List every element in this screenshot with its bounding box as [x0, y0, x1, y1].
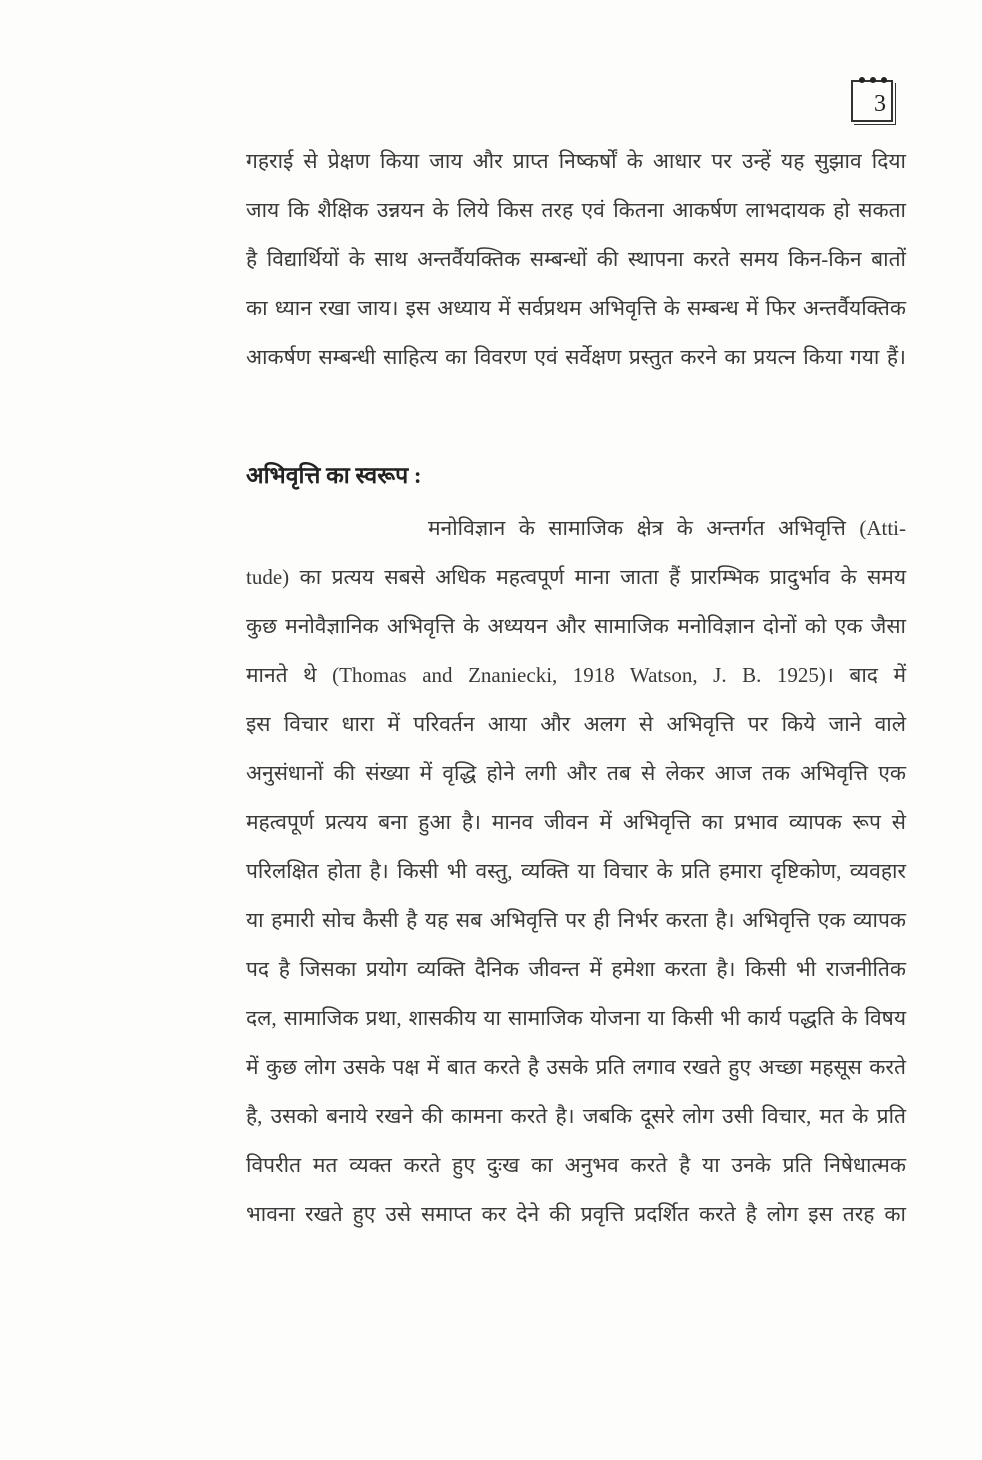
text-line: आकर्षण सम्बन्धी साहित्य का विवरण एवं सर्वेक्षण प्रस्तुत करने का प्रयत्न किया गया हैं।: [246, 345, 906, 369]
text-line: है विद्यार्थियों के साथ अन्तर्वैयक्तिक सम्बन्धों की स्थापना करते समय किन-किन बातों: [246, 247, 906, 271]
text-line: इस विचार धारा में परिवर्तन आया और अलग से अभिवृत्ति पर किये जाने वाले: [246, 712, 906, 736]
text-line: मानते थे (Thomas and Znaniecki, 1918 Watson, J. B. 1925)। बाद में: [246, 663, 906, 687]
text-line: tude) का प्रत्यय सबसे अधिक महत्वपूर्ण माना जाता हैं प्रारम्भिक प्रादुर्भाव के समय: [246, 565, 906, 589]
text-line: विपरीत मत व्यक्त करते हुए दुःख का अनुभव करते है या उनके प्रति निषेधात्मक: [246, 1153, 906, 1177]
text-line: भावना रखते हुए उसे समाप्त कर देने की प्रवृत्ति प्रदर्शित करते है लोग इस तरह का: [246, 1202, 906, 1226]
text-line: दल, सामाजिक प्रथा, शासकीय या सामाजिक योजना या किसी भी कार्य पद्धति के विषय: [246, 1006, 906, 1030]
text-line: महत्वपूर्ण प्रत्यय बना हुआ है। मानव जीवन में अभिवृत्ति का प्रभाव व्यापक रूप से: [246, 810, 906, 834]
notepad-rings-icon: [859, 77, 887, 83]
text-line: जाय कि शैक्षिक उन्नयन के लिये किस तरह एवं कितना आकर्षण लाभदायक हो सकता: [246, 198, 906, 222]
text-line: या हमारी सोच कैसी है यह सब अभिवृत्ति पर ही निर्भर करता है। अभिवृत्ति एक व्यापक: [246, 908, 906, 932]
text-line: में कुछ लोग उसके पक्ष में बात करते है उसके प्रति लगाव रखते हुए अच्छा महसूस करते: [246, 1055, 906, 1079]
text-line: अनुसंधानों की संख्या में वृद्धि होने लगी और तब से लेकर आज तक अभिवृत्ति एक: [246, 761, 906, 785]
text-line: गहराई से प्रेक्षण किया जाय और प्राप्त निष्कर्षों के आधार पर उन्हें यह सुझाव दिया: [246, 149, 906, 173]
text-line: कुछ मनोवैज्ञानिक अभिवृत्ति के अध्ययन और सामाजिक मनोविज्ञान दोनों को एक जैसा: [246, 614, 906, 638]
text-line: मनोविज्ञान के सामाजिक क्षेत्र के अन्तर्गत अभिवृत्ति (Atti-: [428, 516, 906, 540]
page-number-badge: [851, 80, 893, 122]
text-line: का ध्यान रखा जाय। इस अध्याय में सर्वप्रथम अभिवृत्ति के सम्बन्ध में फिर अन्तर्वैयक्तिक: [246, 296, 906, 320]
page-number: 3: [874, 91, 886, 117]
text-line: परिलक्षित होता है। किसी भी वस्तु, व्यक्ति या विचार के प्रति हमारा दृष्टिकोण, व्यवहार: [246, 859, 906, 883]
text-line: पद है जिसका प्रयोग व्यक्ति दैनिक जीवन्त में हमेशा करता है। किसी भी राजनीतिक: [246, 957, 906, 981]
text-line: है, उसको बनाये रखने की कामना करते है। जबकि दूसरे लोग उसी विचार, मत के प्रति: [246, 1104, 906, 1128]
section-heading: अभिवृत्ति का स्वरूप :: [246, 463, 422, 488]
